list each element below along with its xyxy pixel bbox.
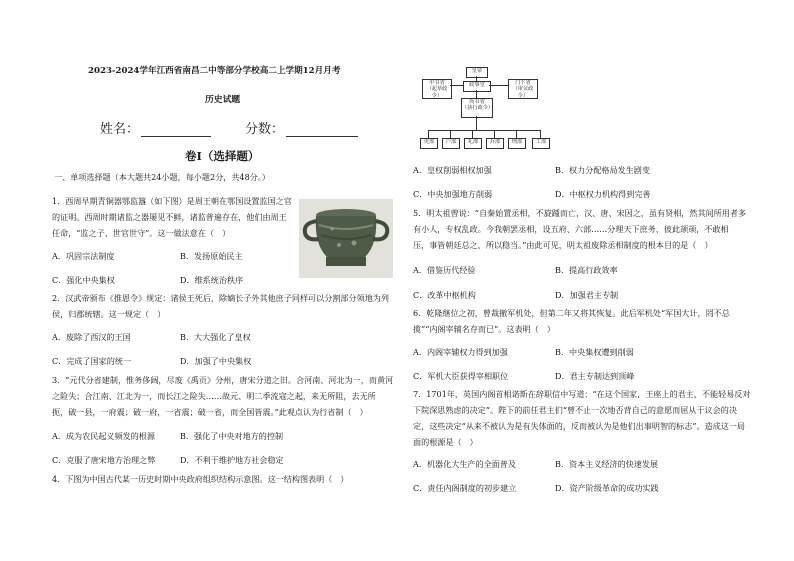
shangshu-box <box>461 98 493 118</box>
option-b[interactable]: B．中央集权遭到削弱 <box>555 347 634 357</box>
connector <box>489 85 508 86</box>
option-b[interactable]: B．强化了中央对地方的控制 <box>180 431 284 441</box>
connector <box>476 116 477 130</box>
name-blank[interactable] <box>141 122 211 137</box>
option-c[interactable]: C．改革中枢机构 <box>413 290 476 300</box>
section-title: 一、单项选择题（本大题共24小题，每小题2分，共48分。） <box>54 172 270 182</box>
zhongshu-note: （起草政令） <box>426 86 448 99</box>
menxia-box <box>508 79 538 99</box>
score-field[interactable] <box>245 118 358 137</box>
council-box: 政事堂 <box>463 81 491 92</box>
option-b[interactable]: B．提高行政效率 <box>555 265 618 275</box>
connector <box>472 130 473 138</box>
option-c[interactable]: C．强化中央集权 <box>52 275 115 285</box>
option-d[interactable]: D．君主专制达到顶峰 <box>555 371 635 381</box>
option-d[interactable]: D．资产阶级革命的成功实践 <box>555 483 659 493</box>
option-c[interactable]: C．克服了唐宋地方治理之弊 <box>52 455 156 465</box>
option-a[interactable]: A．成为农民起义频发的根源 <box>52 431 155 441</box>
option-a[interactable]: A．巩固宗法制度 <box>52 251 115 261</box>
zhongshu-box <box>422 79 452 99</box>
volume-title: 卷Ⅰ（选择题） <box>185 149 260 163</box>
connector <box>476 90 477 98</box>
ministry-box: 户部 <box>442 138 460 149</box>
shangshu-note: （执行政令） <box>462 105 494 112</box>
option-a[interactable]: A．皇权削弱相权加强 <box>413 165 492 175</box>
ministry-box: 兵部 <box>486 138 504 149</box>
ministry-box: 吏部 <box>420 138 438 149</box>
emperor-box: 皇帝 <box>466 67 488 78</box>
bronze-gui-icon <box>299 199 393 278</box>
option-b[interactable]: B．发扬原始民主 <box>180 251 243 261</box>
name-field[interactable] <box>100 118 211 137</box>
government-structure-diagram <box>407 0 777 160</box>
option-b[interactable]: B．权力分配格局发生剧变 <box>555 165 650 175</box>
menxia-label: 门下省 <box>515 80 531 86</box>
ministry-box: 礼部 <box>464 138 482 149</box>
option-c[interactable]: C．中央加强地方削弱 <box>413 189 493 199</box>
option-c[interactable]: C．完成了国家的统一 <box>52 356 132 366</box>
option-a[interactable]: A．机器化大生产的全面普及 <box>413 459 516 469</box>
score-label: 分数： <box>245 122 285 137</box>
connector <box>540 130 541 138</box>
score-blank[interactable] <box>286 122 358 137</box>
connector <box>494 130 495 138</box>
option-c[interactable]: C．责任内阁制度的初步建立 <box>413 483 517 493</box>
left-column: 2023-2024学年江西省南昌二中等部分学校高二上学期12月月考 历史试题 姓名： 分数： 卷Ⅰ（选择题） 一、单项选择题（本大题共24小题，每小题2分，共48分。） 1．西周早期青铜器鄂监簋（如下图）是周王朝在鄂国设置监国之官 的证明。西周时期诸监之器屡见不鲜，诸监普遍存在，他们由周王 任命，“监之子、世官世守”。这一做法意在（ ） A．巩固宗法制度 B．发扬原始民主 C．强化中央集权 D．维系统治秩序 2．汉武帝颁布《推恩令》规定：诸侯王死后，除嫡长子外其他庶子同样可以分割部分领地为列 侯，归郡统辖。这一规定（ ） A．废除了西汉的王国 B．大大强化了皇权 C．完成了国家的统一 D．加强了中央集权 3．“元代分省建制，惟务侈阔，尽废《禹贡》分州，唐宋分道之旧。合河南、河北为一，而黄河 之险失；合江南、江北为一，而长江之险失……故元、明二季流寇之起，来无所阻，去无所 扼，破一县，一府震；破一府，一省震；破一省，而全国皆震。”此观点认为行省制（ ） A．成为农民起义频发的根源 B．强化了中央对地方的控制 C．克服了唐宋地方治理之弊 D．不利于维护地方社会稳定 4．下图为中国古代某一历史时期中央政府组织结构示意图。这一结构图表明（ ） <box>40 0 398 561</box>
option-b[interactable]: B．资本主义经济的快速发展 <box>555 459 659 469</box>
option-d[interactable]: D．加强了中央集权 <box>180 356 252 366</box>
option-d[interactable]: D．维系统治秩序 <box>180 275 244 285</box>
name-label: 姓名： <box>100 122 140 137</box>
connector <box>516 130 517 138</box>
ministry-box: 工部 <box>532 138 550 149</box>
question-4-stem: 4．下图为中国古代某一历史时期中央政府组织结构示意图。这一结构图表明（ ） <box>52 474 349 484</box>
option-c[interactable]: C．军机大臣获得宰相职位 <box>413 371 509 381</box>
bronze-vessel-image <box>299 199 393 278</box>
connector <box>428 130 540 131</box>
option-d[interactable]: D．加强君主专制 <box>555 290 619 300</box>
connector <box>450 130 451 138</box>
zhongshu-label: 中书省 <box>429 80 445 86</box>
connector <box>428 130 429 138</box>
option-b[interactable]: B．大大强化了皇权 <box>180 332 251 342</box>
exam-title: 2023-2024学年江西省南昌二中等部分学校高二上学期12月月考 <box>88 66 341 76</box>
right-column: 皇帝 政事堂 中书省 （起草政令） 门下省 （审议政令） 尚书省 （执行政令） 吏部 户部 礼部 兵部 刑部 工部 A．皇权削弱相权加强 B．权力分配格局发生剧变 C．中央加强地方削弱 D．中枢权力机构得到完善 5．明太祖曾说：“自秦始置丞相，不旋踵而亡，汉、唐、宋因之，虽有贤相，然其间所用者多 有小人，专权乱政。今我朝罢丞相，设五府、六部……分理天下庶务，彼此颉颃，不敢相 压，事皆朝廷总之，所以稳当。”由此可见，明太祖废除丞相制度的根本目的是（ ） A．借鉴历代经验 B．提高行政效率 C．改革中枢机构 D．加强君主专制 6．乾隆继位之初，曾裁撤军机处，但第二年又将其恢复。此后军机处“军国大计，罔不总 揽”“内阁宰辅名存而已”。这表明（ ） A．内阁宰辅权力得到加强 B．中央集权遭到削弱 C．军机大臣获得宰相职位 D．君主专制达到顶峰 7．1701年，英国内阁首相诺斯在辞职信中写道：“在这个国家，王座上的君主，不能轻易反对 下院深思熟虑的决定”。陛下的前任君主们“曾不止一次地否背自己的意愿而屈从于议会的决 定，这些决定“从来不被认为是有失体面的，反而被认为是他们出事明智的标志”。造成这一局 面的根源是（ ） A．机器化大生产的全面普及 B．资本主义经济的快速发展 C．责任内阁制度的初步建立 D．资产阶级革命的成功实践 <box>407 0 777 561</box>
shangshu-label: 尚书省 <box>469 99 485 105</box>
option-d[interactable]: D．中枢权力机构得到完善 <box>555 189 651 199</box>
option-a[interactable]: A．借鉴历代经验 <box>413 265 476 275</box>
option-a[interactable]: A．废除了西汉的王国 <box>52 332 131 342</box>
menxia-note: （审议政令） <box>512 86 534 99</box>
connector <box>450 85 463 86</box>
option-d[interactable]: D．不利于维护地方社会稳定 <box>180 455 284 465</box>
option-a[interactable]: A．内阁宰辅权力得到加强 <box>413 347 508 357</box>
ministry-box: 刑部 <box>508 138 526 149</box>
subject-title: 历史试题 <box>205 95 241 105</box>
